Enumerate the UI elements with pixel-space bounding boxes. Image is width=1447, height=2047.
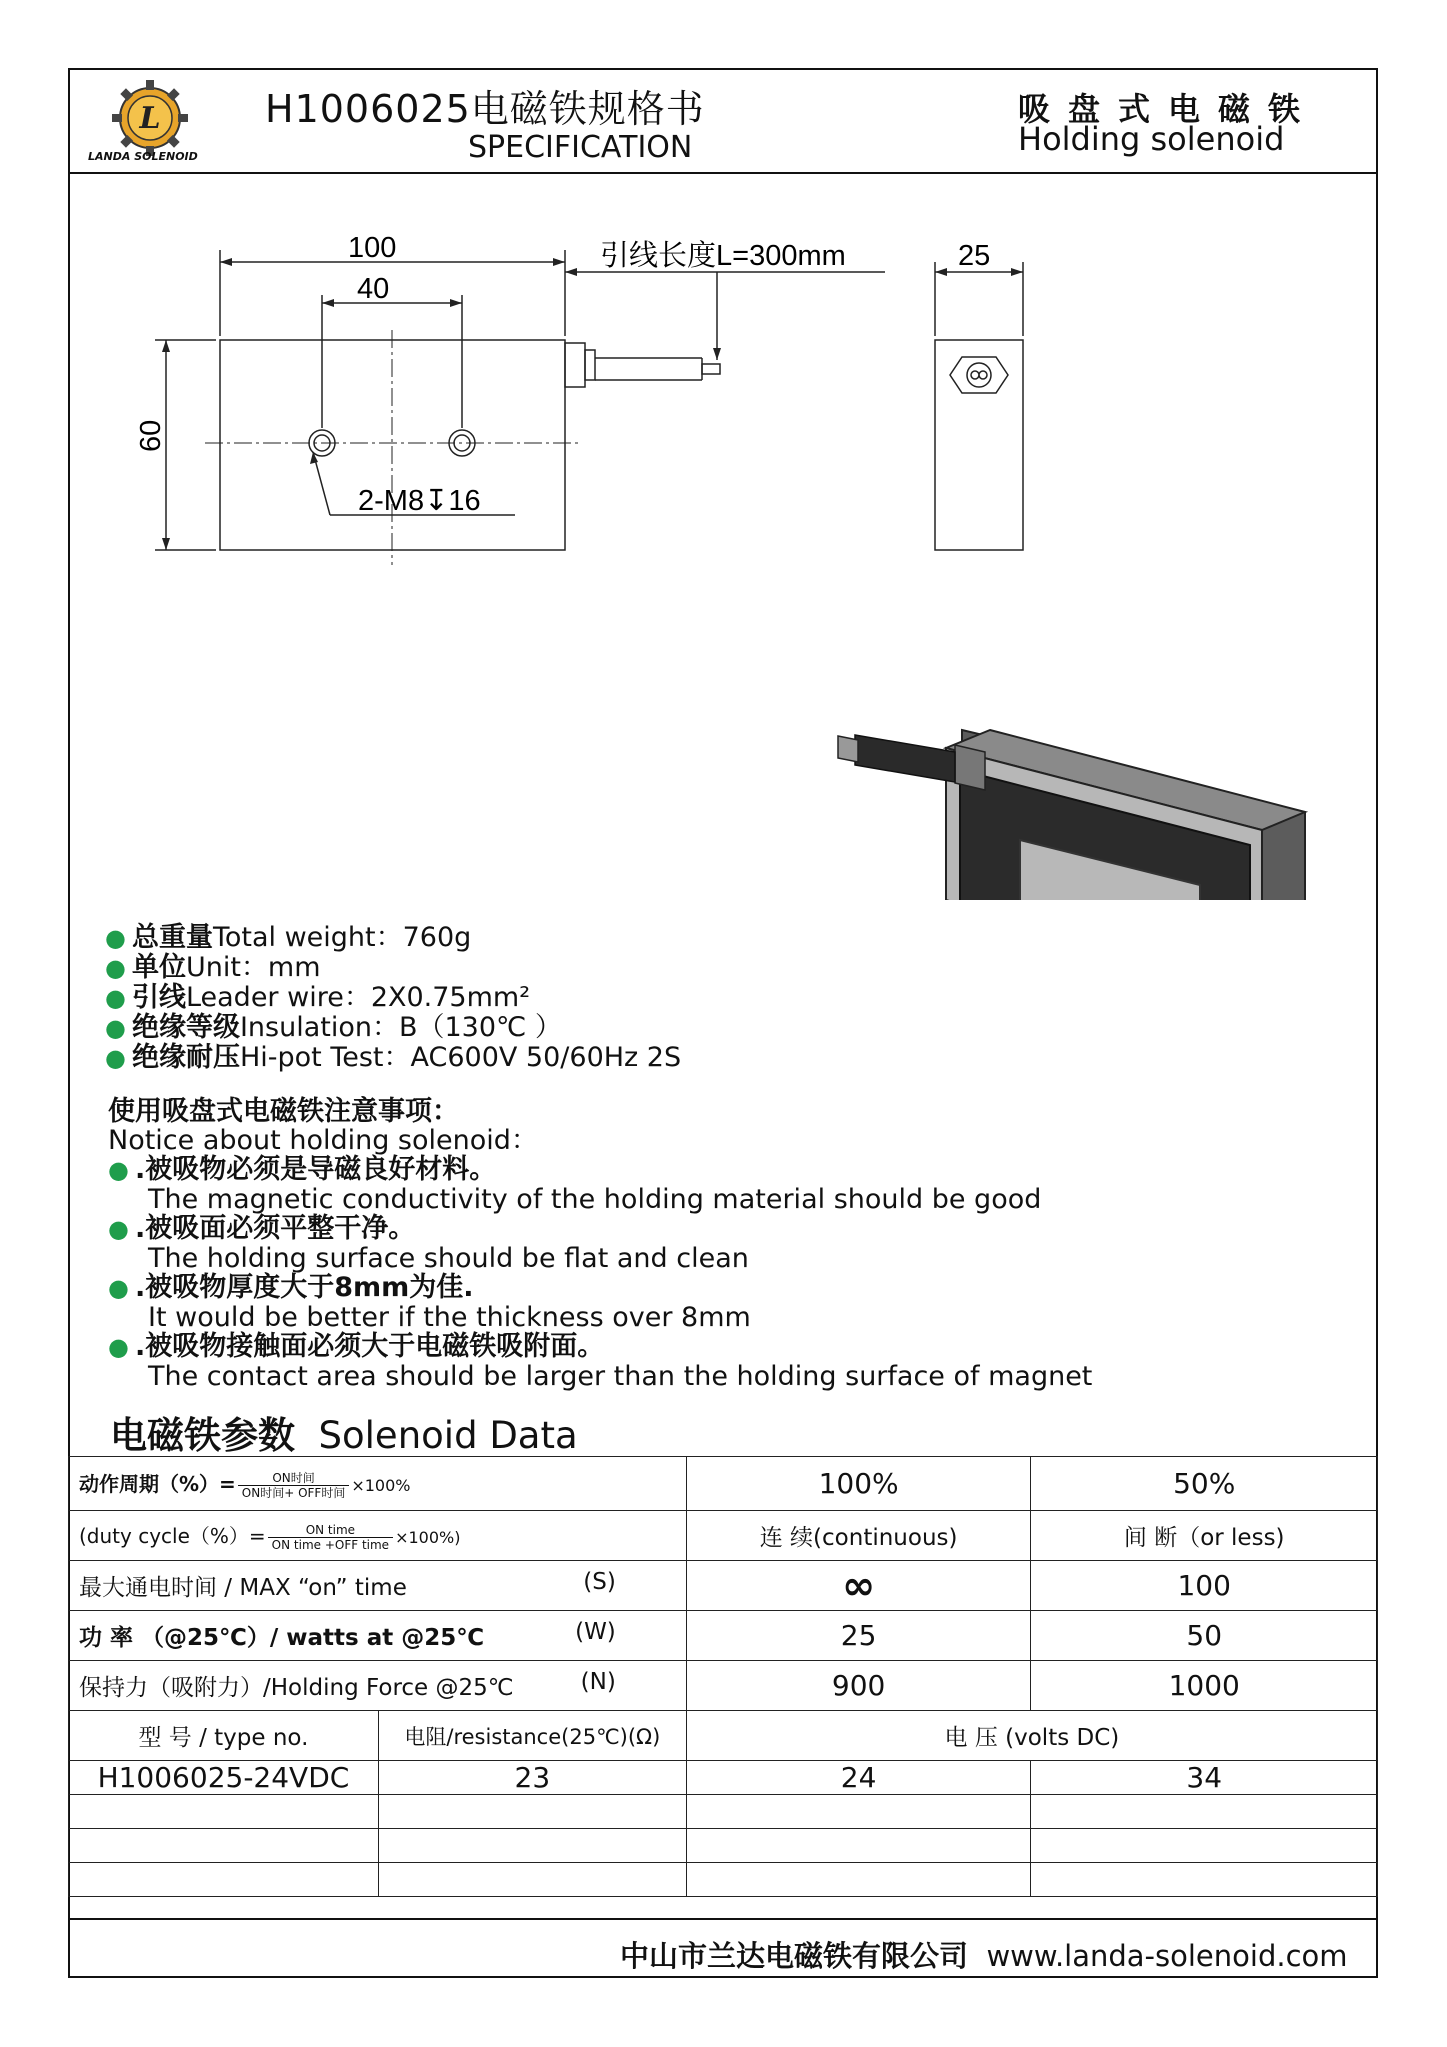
spec-insulation: ● 绝缘等级Insulation：B（130℃ ） bbox=[105, 1012, 562, 1043]
footer: 中山市兰达电磁铁有限公司 www.landa-solenoid.com bbox=[620, 1939, 1348, 1973]
voltage-intermittent: 34 bbox=[1031, 1761, 1378, 1795]
max-on-time-continuous: ∞ bbox=[686, 1561, 1031, 1611]
notice-item-en: The magnetic conductivity of the holding material should be good bbox=[148, 1184, 1042, 1215]
model-number: H1006025-24VDC bbox=[69, 1761, 379, 1795]
logo-text: LANDA SOLENOID bbox=[88, 150, 198, 163]
notice-item-en: The holding surface should be flat and clean bbox=[148, 1243, 749, 1274]
spec-unit: ● 单位Unit：mm bbox=[105, 952, 321, 983]
solenoid-data-table bbox=[68, 1456, 1378, 1897]
resistance-value: 23 bbox=[378, 1761, 686, 1795]
max-on-time-intermittent: 100 bbox=[1031, 1561, 1378, 1611]
dim-length: 100 bbox=[348, 232, 397, 264]
hole-callout: 2-M8↧16 bbox=[358, 485, 481, 517]
empty-cell bbox=[686, 1863, 1031, 1897]
duty-cycle-en: (duty cycle（%）= $\frac{\text{ON time}}{\text{ON time +OFF time}}$ ×100%) bbox=[69, 1511, 687, 1561]
power-label: 功 率 （@25℃）/ watts at @25℃ (W) bbox=[69, 1611, 687, 1661]
mode-continuous: 连 续(continuous) bbox=[686, 1511, 1031, 1561]
empty-cell bbox=[1031, 1795, 1378, 1829]
empty-cell bbox=[1031, 1863, 1378, 1897]
product-type-cn: 吸盘式电磁铁 bbox=[1018, 90, 1319, 128]
spec-weight: ● 总重量Total weight：760g bbox=[105, 922, 472, 953]
empty-cell bbox=[69, 1863, 379, 1897]
voltage-header: 电 压 (volts DC) bbox=[686, 1711, 1377, 1761]
duty-100-pct: 100% bbox=[686, 1457, 1031, 1511]
resistance-header: 电阻/resistance(25℃)(Ω) bbox=[378, 1711, 686, 1761]
spec-list bbox=[105, 923, 681, 1073]
section-title: 电磁铁参数 Solenoid Data bbox=[110, 1414, 578, 1457]
notice-item-en: It would be better if the thickness over 8mm bbox=[148, 1302, 751, 1333]
website-link[interactable]: www.landa-solenoid.com bbox=[986, 1939, 1348, 1973]
empty-cell bbox=[69, 1795, 379, 1829]
holding-force-continuous: 900 bbox=[686, 1661, 1031, 1711]
power-intermittent: 50 bbox=[1031, 1611, 1378, 1661]
empty-cell bbox=[378, 1795, 686, 1829]
empty-cell bbox=[1031, 1829, 1378, 1863]
empty-cell bbox=[686, 1795, 1031, 1829]
holding-force-label: 保持力（吸附力）/Holding Force @25℃ (N) bbox=[69, 1661, 687, 1711]
solenoid-3d-render bbox=[838, 730, 1305, 900]
notice-item-cn: ● .被吸物必须是导磁良好材料。 bbox=[108, 1154, 497, 1185]
holding-force-intermittent: 1000 bbox=[1031, 1661, 1378, 1711]
empty-cell bbox=[378, 1829, 686, 1863]
dim-height: 60 bbox=[135, 419, 167, 452]
spec-leader-wire: ● 引线Leader wire：2X0.75mm² bbox=[105, 982, 531, 1013]
voltage-continuous: 24 bbox=[686, 1761, 1031, 1795]
document-title-cn: H1006025电磁铁规格书 bbox=[265, 87, 705, 131]
empty-cell bbox=[69, 1829, 379, 1863]
dim-hole-spacing: 40 bbox=[357, 273, 390, 305]
notice-item-en: The contact area should be larger than the holding surface of magnet bbox=[148, 1361, 1093, 1392]
footer-divider bbox=[68, 1918, 1378, 1920]
notice-item-cn: ● .被吸面必须平整干净。 bbox=[108, 1213, 416, 1244]
empty-cell bbox=[378, 1863, 686, 1897]
svg-text:L: L bbox=[139, 101, 161, 136]
mode-intermittent: 间 断（or less) bbox=[1031, 1511, 1378, 1561]
product-type-en: Holding solenoid bbox=[1018, 120, 1285, 158]
duty-50-pct: 50% bbox=[1031, 1457, 1378, 1511]
type-header: 型 号 / type no. bbox=[69, 1711, 379, 1761]
duty-cycle-cn: 动作周期（%）= $\frac{\text{ON时间}}{\text{ON时间+ OFF时间}}$ ×100% bbox=[69, 1457, 687, 1511]
notice-item-cn: ● .被吸物厚度大于8mm为佳. bbox=[108, 1272, 474, 1303]
max-on-time-label: 最大通电时间 / MAX “on” time (S) bbox=[69, 1561, 687, 1611]
document-title-en: SPECIFICATION bbox=[468, 130, 693, 165]
empty-cell bbox=[686, 1829, 1031, 1863]
power-continuous: 25 bbox=[686, 1611, 1031, 1661]
dim-side-width: 25 bbox=[958, 240, 991, 272]
spec-hipot: ● 绝缘耐压Hi-pot Test：AC600V 50/60Hz 2S bbox=[105, 1042, 682, 1073]
notice-title-en: Notice about holding solenoid： bbox=[108, 1125, 538, 1156]
technical-drawing bbox=[0, 0, 1447, 900]
notice-title-cn: 使用吸盘式电磁铁注意事项： bbox=[108, 1096, 459, 1127]
usage-notice bbox=[108, 1097, 1092, 1391]
lead-length-label: 引线长度L=300mm bbox=[600, 240, 846, 272]
notice-item-cn: ● .被吸物接触面必须大于电磁铁吸附面。 bbox=[108, 1331, 605, 1362]
